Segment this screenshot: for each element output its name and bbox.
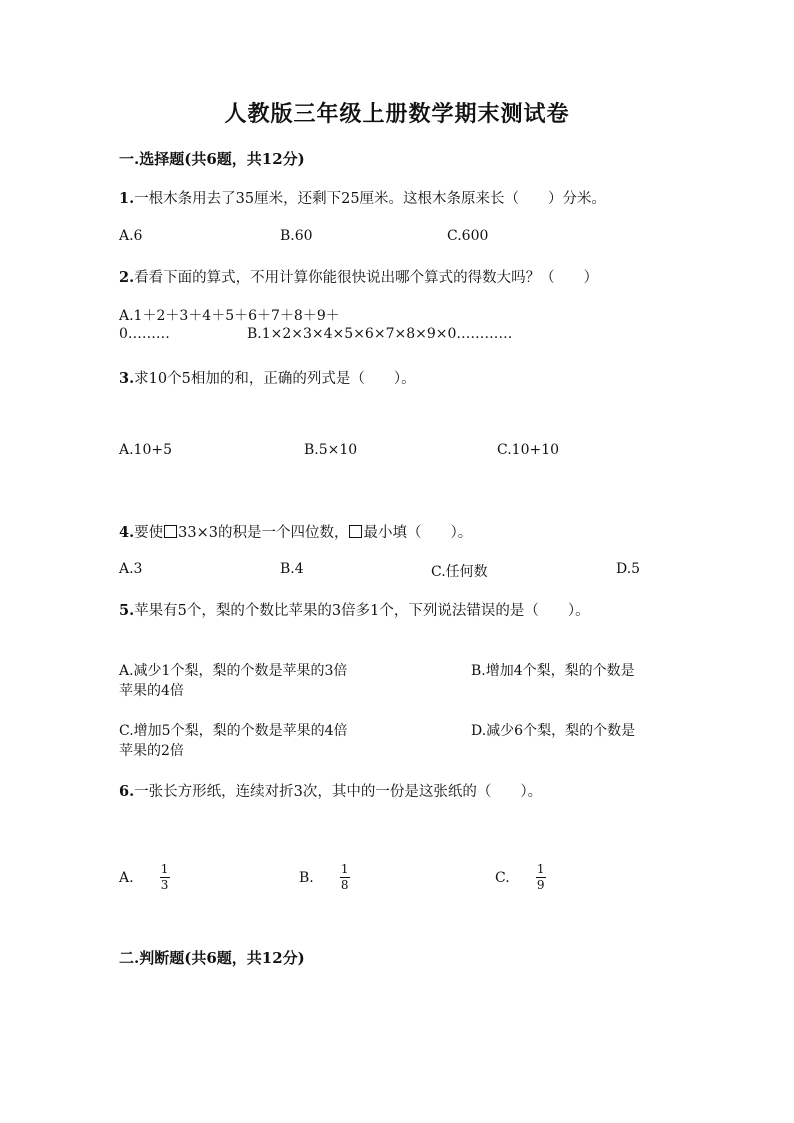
fraction [340, 863, 350, 892]
question-text: 一根木条用去了35厘米，还剩下25厘米。这根木条原来长（ ）分米。 [134, 191, 607, 207]
q5-option-b-line2: 苹果的4倍 [119, 683, 184, 699]
fraction [160, 863, 170, 892]
q3-option-a: A.10+5 [119, 442, 173, 458]
q3-option-b: B.5×10 [304, 442, 358, 458]
question-text: 苹果有5个，梨的个数比苹果的3倍多1个，下列说法错误的是（ ）。 [134, 603, 590, 619]
option-label: C. [495, 869, 510, 886]
question-6 [119, 780, 542, 801]
q5-option-b-line1: B.增加4个梨，梨的个数是 [471, 663, 635, 679]
fraction-denominator: 3 [160, 878, 169, 892]
q5-option-d-line2: 苹果的2倍 [119, 743, 184, 759]
q5-option-a: A.减少1个梨，梨的个数是苹果的3倍 [119, 663, 348, 679]
q5-option-d-line1: D.减少6个梨，梨的个数是 [471, 723, 636, 739]
question-text: 一张长方形纸，连续对折3次，其中的一份是这张纸的（ ）。 [134, 784, 543, 800]
page-title: 人教版三年级上册数学期末测试卷 [224, 101, 570, 127]
fraction [536, 863, 546, 892]
fraction-numerator: 1 [160, 862, 169, 876]
q1-option-b: B.60 [280, 228, 313, 244]
fraction-denominator: 8 [340, 878, 349, 892]
question-text-middle: 33×3的积是一个四位数， [178, 525, 349, 541]
option-label: A. [119, 869, 134, 886]
question-number: 3. [119, 370, 135, 387]
q5-option-c: C.增加5个梨，梨的个数是苹果的4倍 [119, 723, 348, 739]
fraction-numerator: 1 [340, 862, 349, 876]
q4-option-b: B.4 [280, 561, 304, 577]
fraction-denominator: 9 [536, 878, 545, 892]
q4-option-d: D.5 [616, 561, 641, 577]
question-number: 5. [119, 602, 135, 619]
q2-option-a-line2: 0……… [119, 326, 170, 342]
question-number: 2. [119, 269, 135, 286]
question-number: 1. [119, 190, 135, 207]
option-label: B. [299, 869, 314, 886]
q6-option-c [495, 863, 546, 892]
q1-option-c: C.600 [447, 228, 489, 244]
question-text-end: 最小填（ ）。 [363, 525, 473, 541]
question-number: 4. [119, 524, 135, 541]
q2-option-a-line1: A.1＋2＋3＋4＋5＋6＋7＋8＋9＋ [119, 308, 340, 324]
fraction-numerator: 1 [536, 862, 545, 876]
blank-box-icon [349, 525, 362, 538]
q1-option-a: A.6 [119, 228, 143, 244]
q4-option-a: A.3 [119, 561, 143, 577]
q2-option-b: B.1×2×3×4×5×6×7×8×9×0………… [247, 326, 513, 342]
question-text-start: 要使 [134, 525, 164, 541]
q6-option-a [119, 863, 170, 892]
question-1 [119, 187, 606, 208]
q6-option-b [299, 863, 350, 892]
question-4 [119, 521, 472, 542]
question-text: 求10个5相加的和，正确的列式是（ ）。 [134, 371, 416, 387]
question-3 [119, 367, 416, 388]
section-heading-choice: 一.选择题(共6题，共12分) [119, 150, 305, 168]
question-number: 6. [119, 783, 135, 800]
blank-box-icon [164, 525, 177, 538]
question-5 [119, 599, 590, 620]
section-heading-judgment: 二.判断题(共6题，共12分) [119, 949, 305, 967]
question-2 [119, 266, 598, 287]
q3-option-c: C.10+10 [497, 442, 560, 458]
question-text: 看看下面的算式，不用计算你能很快说出哪个算式的得数大吗？（ ） [134, 270, 599, 286]
q4-option-c: C.任何数 [431, 564, 488, 580]
